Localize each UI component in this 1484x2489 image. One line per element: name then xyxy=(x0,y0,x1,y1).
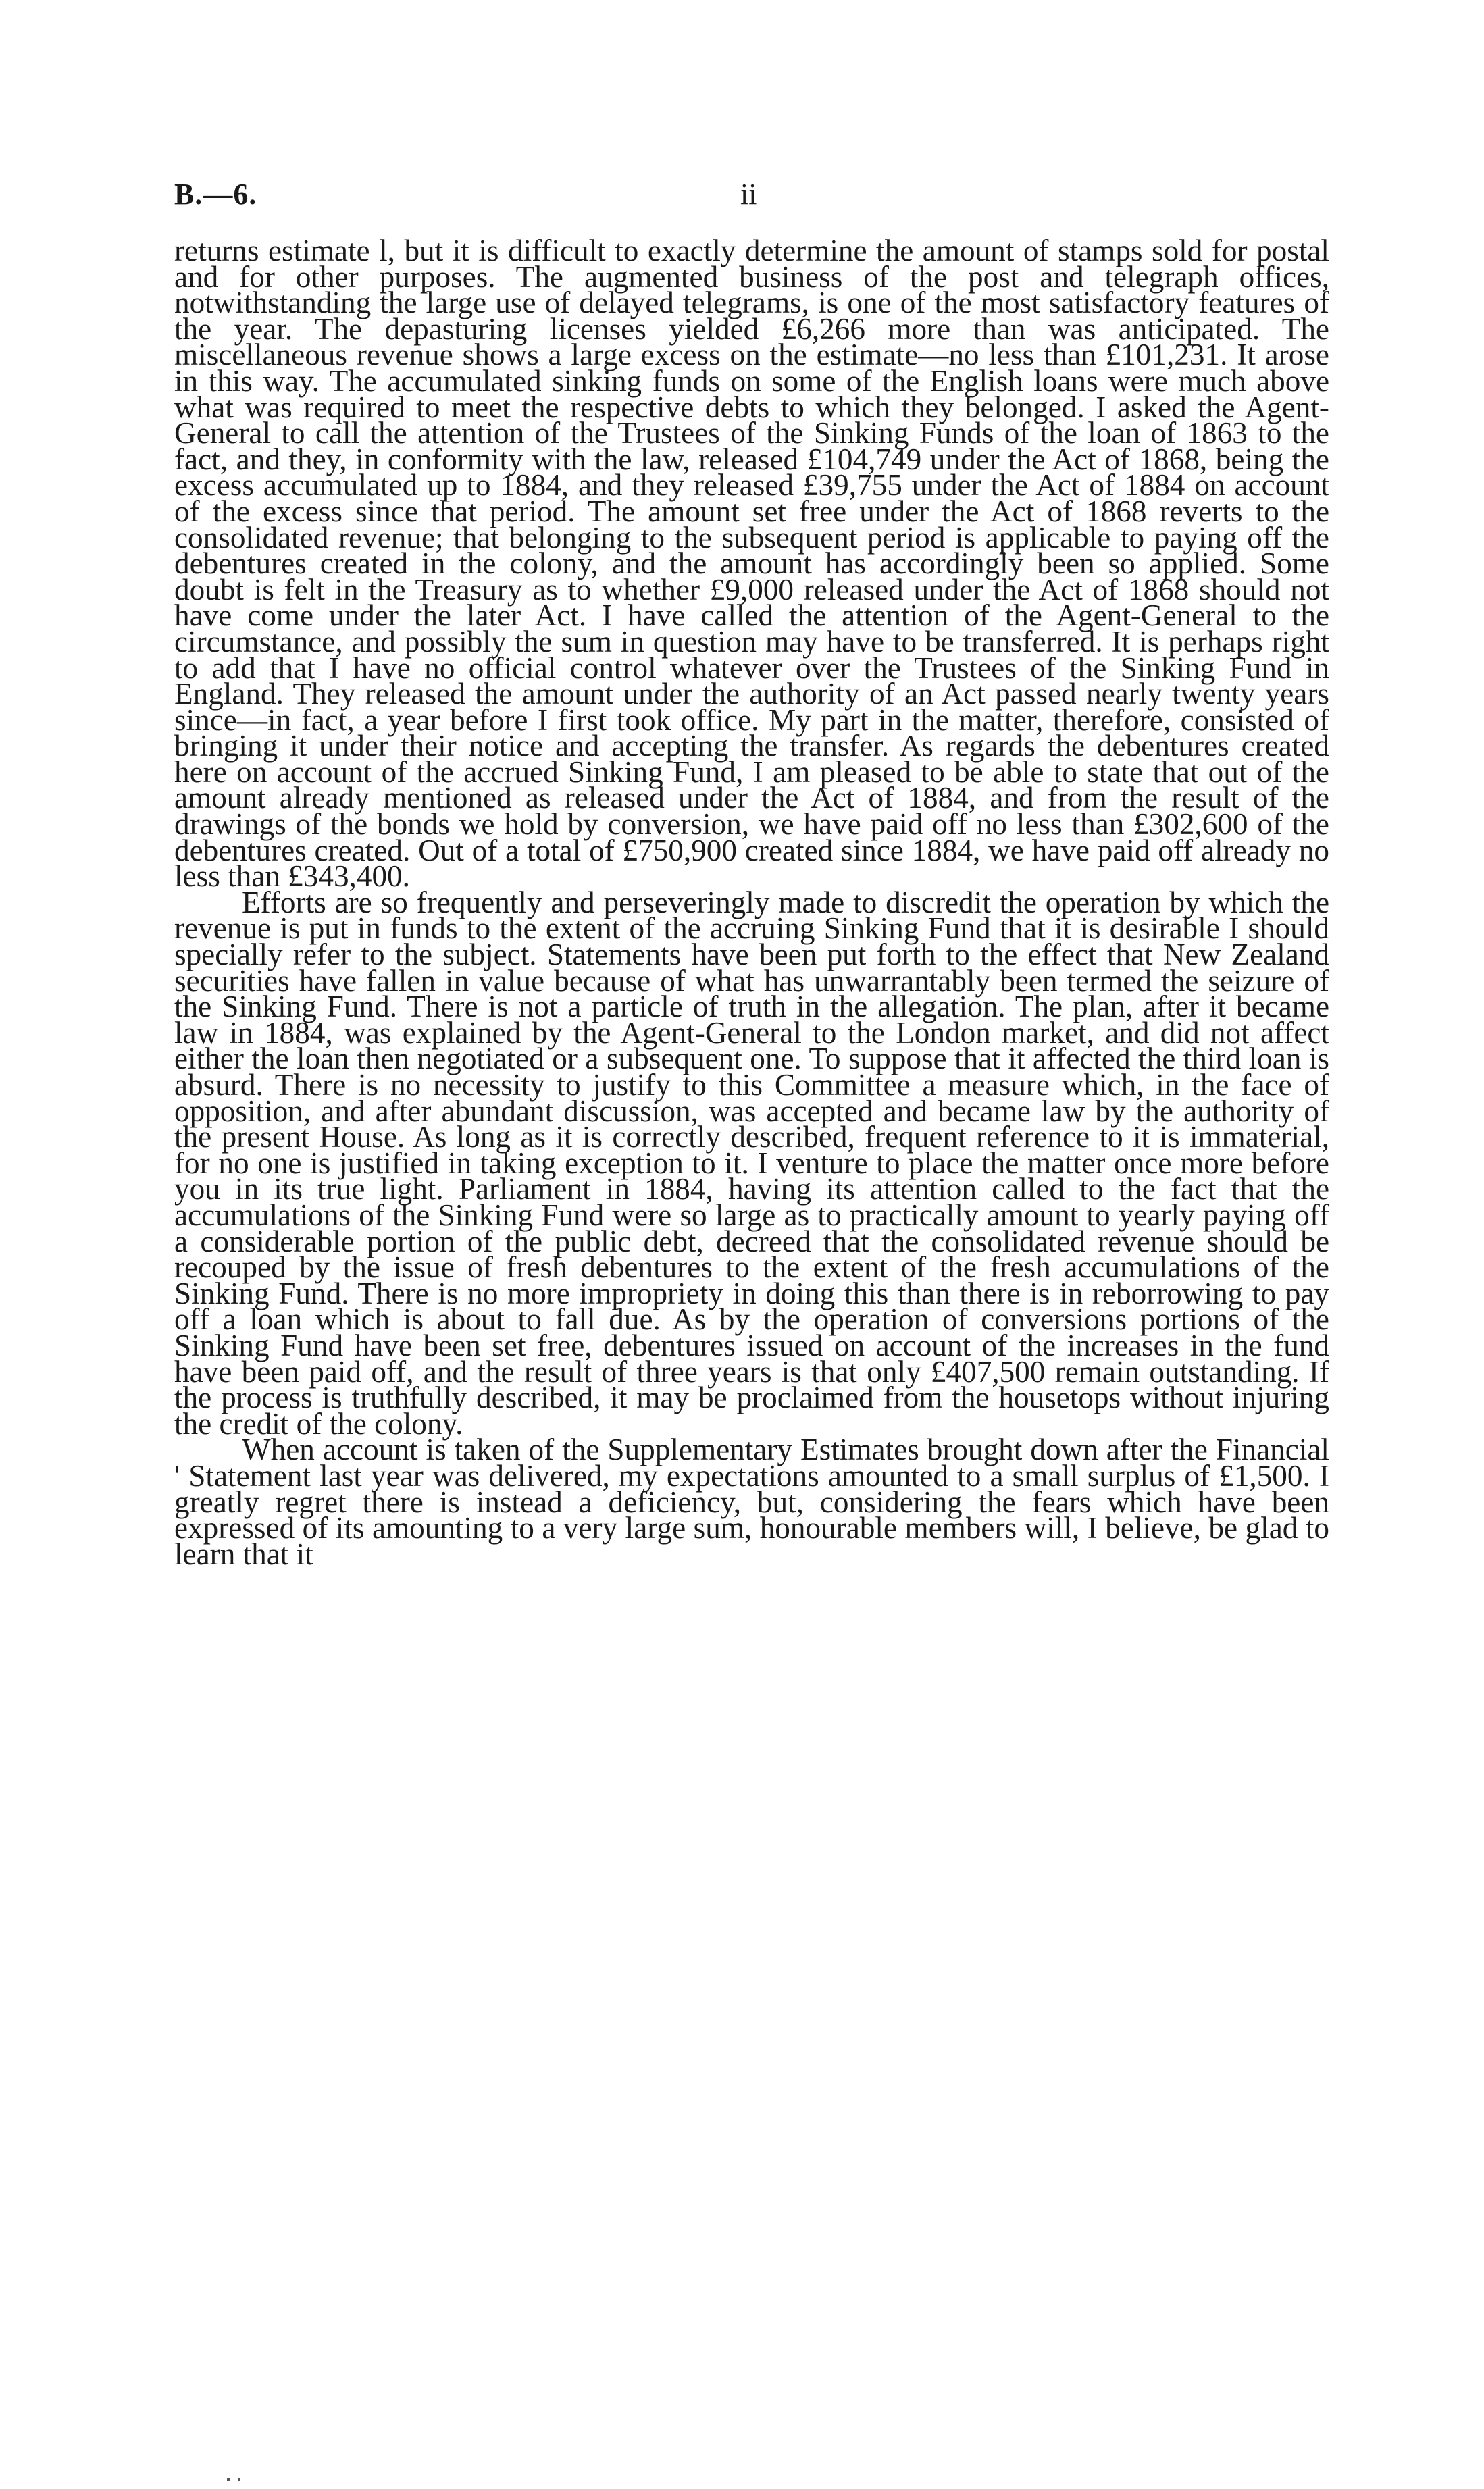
paragraph-1: returns estimate l, but it is difficult to exactly determine the amount of stamps sold for postal and for other purposes. The augmented business of the post and telegraph offices, notwithstanding the large use of delayed telegrams, is one of the most satisfactory features of the year. The depasturing licenses yielded £6,266 more than was anticipated. The miscellaneous revenue shows a large excess on the estimate—no less than £101,231. It arose in this way. The accumulated sinking funds on some of the English loans were much above what was required to meet the respective debts to which they belonged. I asked the Agent-General to call the attention of the Trustees of the Sinking Funds of the loan of 1863 to the fact, and they, in conformity with the law, released £104,749 under the Act of 1868, being the excess accumulated up to 1884, and they released £39,755 under the Act of 1884 on account of the excess since that period. The amount set free under the Act of 1868 reverts to the consolidated revenue; that belonging to the subsequent period is applicable to paying off the debentures created in the colony, and the amount has accordingly been so applied. Some doubt is felt in the Treasury as to whether £9,000 released under the Act of 1868 should not have come under the later Act. I have called the attention of the Agent-General to the circumstance, and possibly the sum in question may have to be transferred. It is perhaps right to add that I have no official control whatever over the Trustees of the Sinking Fund in England. They released the amount under the authority of an Act passed nearly twenty years since—in fact, a year before I first took office. My part in the matter, therefore, consisted of bringing it under their notice and accepting the transfer. As regards the debentures created here on account of the accrued Sinking Fund, I am pleased to be able to state that out of the amount already mentioned as released under the Act of 1884, and from the result of the drawings of the bonds we hold by conversion, we have paid off no less than £302,600 of the debentures created. Out of a total of £750,900 created since 1884, we have paid off already no less than £343,400. xyxy=(174,234,1329,894)
body-text xyxy=(174,234,1329,1571)
page-number: ii xyxy=(740,178,757,211)
paragraph-3: When account is taken of the Supplementary Estimates brought down after the Financial ' Statement last year was delivered, my expectations amounted to a small surplus of £1,500. I greatly regret there is instead a deficiency, but, considering the fears which have been expressed of its amounting to a very large sum, honourable members will, I believe, be glad to learn that it xyxy=(174,1433,1329,1571)
document-code: B.—6. xyxy=(174,178,257,211)
paragraph-2: Efforts are so frequently and perseveringly made to discredit the operation by which the revenue is put in funds to the extent of the accruing Sinking Fund that it is desirable I should specially refer to the subject. Statements have been put forth to the effect that New Zealand securities have fallen in value because of what has unwarrantably been termed the seizure of the Sinking Fund. There is not a particle of truth in the allegation. The plan, after it became law in 1884, was explained by the Agent-General to the London market, and did not affect either the loan then negotiated or a subsequent one. To suppose that it affected the third loan is absurd. There is no necessity to justify to this Committee a measure which, in the face of opposition, and after abundant discussion, was accepted and became law by the authority of the present House. As long as it is correctly described, frequent reference to it is immaterial, for no one is justified in taking exception to it. I venture to place the matter once more before you in its true light. Parliament in 1884, having its attention called to the fact that the accumulations of the Sinking Fund were so large as to practically amount to yearly paying off a considerable portion of the public debt, decreed that the consolidated revenue should be recouped by the issue of fresh debentures to the extent of the fresh accumulations of the Sinking Fund. There is no more impropriety in doing this than there is in reborrowing to pay off a loan which is about to fall due. As by the operation of conversions portions of the Sinking Fund have been set free, debentures issued on account of the increases in the fund have been paid off, and the result of three years is that only £407,500 remain outstanding. If the process is truthfully described, it may be proclaimed from the housetops without injuring the credit of the colony. xyxy=(174,885,1329,1441)
scan-specks xyxy=(227,2472,254,2476)
page-header xyxy=(174,177,1329,217)
